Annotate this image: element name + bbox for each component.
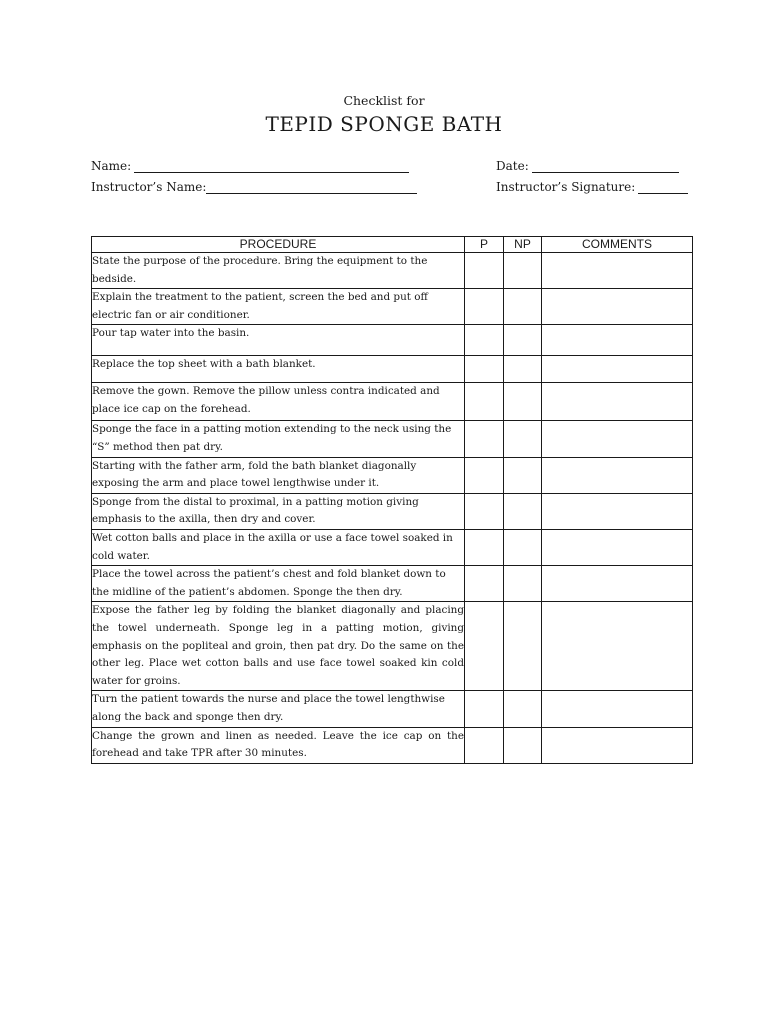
instructor-name-field[interactable] [91, 180, 417, 194]
table-row [92, 383, 693, 421]
table-row [92, 289, 693, 325]
comments-cell[interactable] [542, 457, 693, 493]
table-row [92, 356, 693, 383]
p-cell[interactable] [465, 457, 504, 493]
procedure-step: Change the grown and linen as needed. Leave the ice cap on the forehead and take TPR after 30 minutes. [92, 727, 465, 763]
instructor-name-label: Instructor’s Name: [91, 180, 207, 194]
instructor-signature-line[interactable] [638, 181, 688, 194]
p-cell[interactable] [465, 727, 504, 763]
table-row [92, 421, 693, 457]
np-cell[interactable] [504, 566, 542, 602]
comments-cell[interactable] [542, 383, 693, 421]
table-row [92, 529, 693, 565]
header-comments: COMMENTS [542, 237, 693, 253]
instructor-signature-label: Instructor’s Signature: [496, 180, 636, 194]
procedure-step: Wet cotton balls and place in the axilla or use a face towel soaked in cold water. [92, 529, 465, 565]
date-field[interactable] [496, 159, 679, 173]
page-subtitle: Checklist for [343, 93, 425, 108]
header-p: P [465, 237, 504, 253]
table-row [92, 325, 693, 356]
p-cell[interactable] [465, 253, 504, 289]
comments-cell[interactable] [542, 289, 693, 325]
procedure-step: Replace the top sheet with a bath blanket. [92, 356, 465, 383]
np-cell[interactable] [504, 325, 542, 356]
comments-cell[interactable] [542, 356, 693, 383]
header-procedure: PROCEDURE [92, 237, 465, 253]
instructor-signature-field[interactable] [496, 180, 688, 194]
table-row [92, 493, 693, 529]
np-cell[interactable] [504, 727, 542, 763]
p-cell[interactable] [465, 325, 504, 356]
procedure-step: Turn the patient towards the nurse and place the towel lengthwise along the back and sponge then dry. [92, 691, 465, 727]
page-title: TEPID SPONGE BATH [265, 112, 503, 136]
procedure-table [91, 236, 693, 764]
table-row [92, 253, 693, 289]
p-cell[interactable] [465, 289, 504, 325]
np-cell[interactable] [504, 529, 542, 565]
comments-cell[interactable] [542, 253, 693, 289]
p-cell[interactable] [465, 566, 504, 602]
procedure-step: Starting with the father arm, fold the bath blanket diagonally exposing the arm and place towel lengthwise under it. [92, 457, 465, 493]
table-row [92, 457, 693, 493]
p-cell[interactable] [465, 529, 504, 565]
p-cell[interactable] [465, 493, 504, 529]
table-row [92, 727, 693, 763]
date-line[interactable] [532, 160, 679, 173]
procedure-step: Place the towel across the patient’s chest and fold blanket down to the midline of the patient’s abdomen. Sponge the then dry. [92, 566, 465, 602]
comments-cell[interactable] [542, 529, 693, 565]
procedure-step: Explain the treatment to the patient, screen the bed and put off electric fan or air conditioner. [92, 289, 465, 325]
procedure-step: State the purpose of the procedure. Bring the equipment to the bedside. [92, 253, 465, 289]
instructor-name-line[interactable] [206, 181, 417, 194]
comments-cell[interactable] [542, 325, 693, 356]
np-cell[interactable] [504, 383, 542, 421]
np-cell[interactable] [504, 602, 542, 691]
comments-cell[interactable] [542, 493, 693, 529]
np-cell[interactable] [504, 289, 542, 325]
np-cell[interactable] [504, 457, 542, 493]
header-np: NP [504, 237, 542, 253]
procedure-step: Pour tap water into the basin. [92, 325, 465, 356]
p-cell[interactable] [465, 691, 504, 727]
name-line[interactable] [134, 160, 409, 173]
table-row [92, 602, 693, 691]
name-label: Name: [91, 159, 132, 173]
table-row [92, 691, 693, 727]
p-cell[interactable] [465, 602, 504, 691]
procedure-step: Expose the father leg by folding the blanket diagonally and placing the towel underneath. Sponge leg in a patting motion, giving emphasis on the popliteal and groin, then pat dry. Do the same on the other leg. Place wet cotton balls and use face towel soaked kin cold water for groins. [92, 602, 465, 691]
p-cell[interactable] [465, 383, 504, 421]
table-header-row [92, 237, 693, 253]
procedure-step: Sponge from the distal to proximal, in a patting motion giving emphasis to the axilla, then dry and cover. [92, 493, 465, 529]
comments-cell[interactable] [542, 691, 693, 727]
procedure-step: Sponge the face in a patting motion extending to the neck using the “S” method then pat dry. [92, 421, 465, 457]
np-cell[interactable] [504, 253, 542, 289]
p-cell[interactable] [465, 356, 504, 383]
date-label: Date: [496, 159, 529, 173]
np-cell[interactable] [504, 493, 542, 529]
comments-cell[interactable] [542, 727, 693, 763]
p-cell[interactable] [465, 421, 504, 457]
table-row [92, 566, 693, 602]
np-cell[interactable] [504, 356, 542, 383]
procedure-step: Remove the gown. Remove the pillow unless contra indicated and place ice cap on the forehead. [92, 383, 465, 421]
np-cell[interactable] [504, 421, 542, 457]
comments-cell[interactable] [542, 566, 693, 602]
comments-cell[interactable] [542, 602, 693, 691]
name-field[interactable] [91, 159, 409, 173]
comments-cell[interactable] [542, 421, 693, 457]
np-cell[interactable] [504, 691, 542, 727]
